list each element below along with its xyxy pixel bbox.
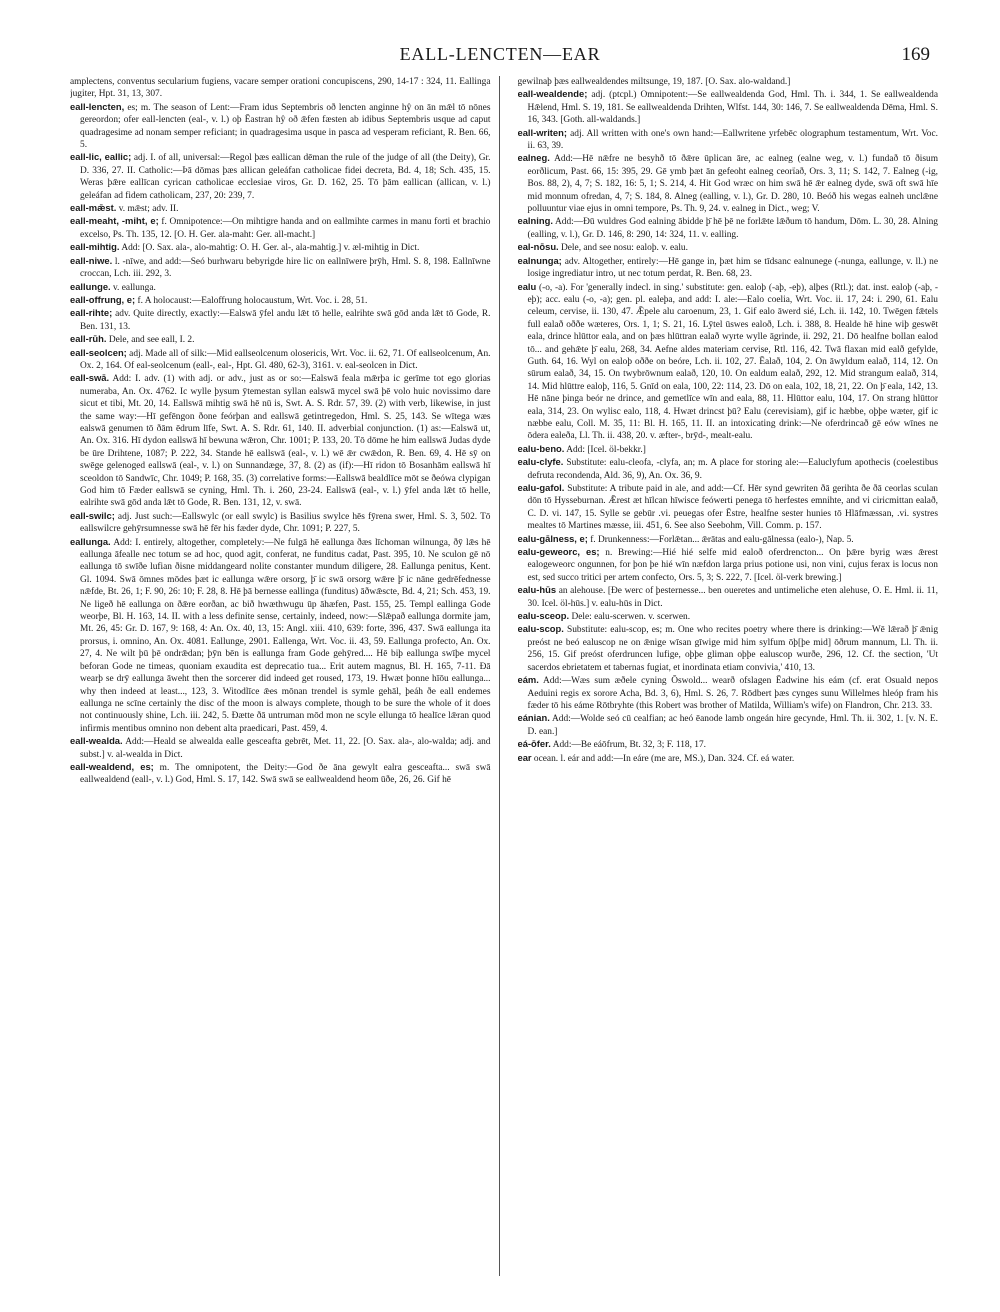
entry-headword: ealu-sceop. [517, 610, 570, 622]
entry-definition: n. Brewing:—Hié hié selfe mid ealoð oferdrencton... On þǣre byrig wæs ǣrest ealogeweorc ongunnen, for þon þe hié wīn næfdon larga prius potione usi, non vini, cujus ferax is locus non est, sed succo tritici per artem confecto, Ors. 5, 3; S. 222, 7. [Icel. öl-verk brewing.] [527, 548, 938, 583]
entry-definition: es; m. The season of Lent:—Fram idus Septembris oð lencten anginne hŷ on ān mǣl tō nōnes gereordon; ofer eall-lencten (eal-, v. l.) oþ Ēastran hŷ oð ǣfen fæsten ab idibus Septembris usque ad caput quadragesime ad nonam semper reficiant; in quadragesima usque in pasca ad vesperam reficiant, R. Ben. 66, 5. [80, 102, 491, 151]
running-head [70, 44, 930, 70]
entry-headword: ealu-gafol. [517, 482, 565, 493]
entry-headword: ealnunga; [517, 254, 562, 266]
entry-definition: m. The omnipotent, the Deity:—God ðe āna gewylt ealra gesceafta... swā swā eallwealdend (eall-, v. l.) God, Hml. S. 17, 142. Swā swā se eallwealdend heom ūðe, 26, 26. Gif hē [80, 762, 491, 786]
two-column-body [70, 76, 938, 1276]
dictionary-entry [70, 333, 491, 346]
dictionary-entry [518, 752, 939, 765]
entry-headword: ealu-gālness, e; [517, 532, 588, 544]
dictionary-entry [518, 456, 939, 482]
entry-definition: Add: [Icel. öl-bekkr.] [566, 444, 646, 455]
entry-headword: eall-lic, eallic; [70, 151, 132, 163]
entry-headword: eall-offrung, e; [70, 293, 136, 305]
entry-definition: Add: [O. Sax. ala-, alo-mahtig: O. H. Ger. al-, ala-mahtig.] v. æl-mihtig in Dict. [121, 243, 420, 254]
entry-definition: Dele, and see eall, I. 2. [108, 335, 195, 346]
entry-headword: eallunge. [70, 280, 111, 292]
entry-definition: Add: I. adv. (1) with adj. or adv., just as or so:—Ealswā feala mǣrþa ic gerīme tot ego glorias numeraba, An. Ox. 4762. Ic wylle þysum ȳtemestan syllan ealswā mycel swā þē volo huic novissimo dare sicut et tibi, Mt. 20, 14. Eallswā mihtig swā hē nū is, Swt. A. S. Rdr. 57, 39. (2) with verb, likewise, in just the same way:—Hī gefēngon ðone feórþan and eallswā getintregedon, Hml. S. 25, 143. Se wītega wæs ealswā genumen tō ðām ēdrum līfe, Swt. A. S. Rdr. 61, 140. II. adverbial conjunction. (1) as:—Ealswā ut, An. Ox. 316. Hī dydon eallswā hī bewuna wǣron, Chr. 1001; P. 133, 20. Tō dōme he him eallswā Judas dyde be ūre Drihtene, 1087; P. 222, 34. Stande hē eallswā (eal-, v. l.) wē ǣr cwǣdon, R. Ben. 69, 4. Hē sȳ on swēge gelenoged eallswā (eal-, v. l.) on Sunnandæge, 37, 8. (2) as (if):—Hī ridon tō Bosanhām eallswā hī sceoldon tō Sandwīc, Chr. 1049; P. 168, 35. (3) correlative forms:—Eallswā bealdlīce mōt se ðeówa clypigan God him tō Fæder eallswā se cyning, Hml. Th. i. 260, 23-24. Eallswā (eal-, v. l.) ȳfel anda lǣt tō helle, ealrihte swā gōd anda lǣt tō Gode, R. Ben. 131, 12, v. swā. [80, 374, 491, 509]
dictionary-entry [70, 215, 491, 241]
entry-definition: Dele: ealu-scerwen. v. scerwen. [571, 612, 691, 623]
dictionary-entry [518, 674, 939, 712]
dictionary-entry [518, 88, 939, 126]
dictionary-entry [518, 623, 939, 674]
dictionary-entry [518, 281, 939, 443]
entry-definition: Add: I. entirely, altogether, completely:—Ne fulgā hē eallunga ðæs līchoman wilnunga, ðȳ lǣs hē eallunga āfealle nec totum se ad hoc, quod agit, conferat, ne funditus cadat, Past. 395, 10. Ne sculon gē nō eallunga tō swīðe lufian ðisne middangeard nolite constanter mundum diligere, 28. Eallunga penitus, Kent. Gl. 1094. Swā ōmnes mōdes þæt ic eallunga wǣre orsorg, þ̄ ic swā orsorg wǣre þ̄ ic nāne gedrēfednesse nǣfde, Bt. 26, 1; F. 90, 26: 10; F. 28, 8. Hē þā bernesse eallinga (funditus) āðwǣscte, Bd. 4, 21; Sch. 453, 19. Ne ligeð hē eallunga on ðǣre eorðan, ac bið hwæthwugu ūp āhæfen, Past. 155, 25. Templ eallinga Gode weorþe, Bl. H. 163, 14. II. with a less definite sense, certainly, indeed, now:—Slǣpað eallunga dormite jam, Mt. 26, 45: Gr. D. 167, 9: 168, 4: An. Ox. 40, 13, 15: Angl. xiii. 410, 639: forte, 396, 437. Swā eallunga ita prorsus, i. omnino, An. Ox. 4081. Eallunge, 2901. Eallenga, Wrt. Voc. ii. 43, 59. Eallunga profecto, An. Ox. 27, 4. Ne wilt þū þē ondrǣdan; þȳn bēn is eallunga fram Gode gehȳred.... Hē biþ eallunga swīþe mycel beforan Gode ne timeas, quoniam exaudita est deprecatio tua... Erit autem magnus, Bl. H. 165, 7-11. Ðā wearþ se drȳ eallunga āweht then the sorcerer did indeed get roused, 173, 19. Hwæt þonne hīōu eallunga... why then indeed at least..., 123, 3. Witodlīce ǣes mōnan trendel is symle gehāl, þeáh ðe eall endemes eallunga ne scīne certainly the disc of the moon is always complete, though to be sure the whole of it does not continuously shine, Lch. iii. 242, 5. Ðætte ðā untruman mōd mon ne scyle ellunga tō healīce lǣran quod infirmis mentibus omnino non debent alta praedicari, Past. 459, 4. [80, 537, 491, 734]
dictionary-entry [70, 761, 491, 787]
running-title: EALL-LENCTEN—EAR [399, 44, 601, 64]
entry-definition: adv. Altogether, entirely:—Hē gange in, þæt him se tīdsanc ealnunege (-nunga, eallunge, v. ll.) ne losige ingrediatur intro, ut nec totum perdat, R. Ben. 68, 23. [527, 256, 938, 280]
entry-headword: ealu [517, 280, 537, 292]
dictionary-entry [518, 255, 939, 281]
dictionary-entry [70, 101, 491, 152]
entry-definition: v. mǣst; adv. II. [118, 204, 179, 215]
entry-definition: l. -nīwe, and add:—Seó burhwaru bebyrigde hire lic on eallnīwere þrȳh, Hml. S. 8, 198. Eallnīwne croccan, Lch. iii. 292, 3. [80, 256, 491, 280]
dictionary-entry [70, 307, 491, 333]
dictionary-entry [518, 443, 939, 456]
entry-headword: ealu-hūs [517, 584, 557, 596]
entry-headword: eall-mǣst. [70, 202, 117, 214]
entry-definition: v. eallunga. [112, 282, 156, 293]
entry-headword: eall-wealda. [70, 735, 123, 747]
dictionary-entry [70, 372, 491, 509]
entry-headword: eall-mihtig. [70, 241, 120, 253]
dictionary-entry [70, 255, 491, 281]
dictionary-entry [518, 610, 939, 623]
entry-headword: ealu-clyfe. [517, 456, 564, 468]
entry-definition: Add:—Wolde seó cū cealfian; ac heó ēanode lamb ongeán hire gecynde, Hml. Th. ii. 302, 1. [v. N. E. D. ean.] [527, 714, 938, 737]
entry-definition: an alehouse. [Ðe werc of þesternesse... ben oueretes and untimeliche eten alehuse, O. E. Hml. ii. 11, 30. Icel. öl-hūs.] v. ealu-hūs in Dict. [527, 586, 938, 609]
dictionary-entry [70, 76, 491, 101]
entry-definition: Add:—Be eáōfrum, Bt. 32, 3; F. 118, 17. [552, 740, 707, 751]
entry-definition: adj. (ptcpl.) Omnipotent:—Se eallwealdenda God, Hml. Th. i. 344, 1. Se eallwealdenda Hǣlend, Hml. S. 19, 181. Se eallwealdenda Drihten, Wlfst. 144, 30: 146, 7. Se eallwealdenda Dēma, Hml. S. 16, 343. [Goth. all-waldands.] [527, 90, 938, 126]
dictionary-entry [70, 241, 491, 254]
entry-definition: Dele, and see nosu: ealoþ. v. ealu. [561, 243, 688, 254]
dictionary-entry [518, 127, 939, 153]
dictionary-entry [518, 738, 939, 751]
right-column [518, 76, 939, 1276]
entry-definition: Add:—Ðū wuldres God ealning ābidde þ̄ hē þē ne forlǣte lǣðum tō handum, Dōm. L. 30, 28. Alning (ealling, v. l.), Gr. D. 146, 8: 290, 14: 324, 11. v. ealling. [527, 217, 938, 240]
entry-headword: eá-ōfer. [517, 738, 551, 750]
dictionary-entry [70, 294, 491, 307]
dictionary-entry [518, 215, 939, 241]
dictionary-entry [70, 735, 491, 761]
entry-definition: adj. I. of all, universal:—Regol þæs eallican dēman the rule of the judge of all (the Deity), Gr. D. 336, 27. II. Catholic:—Þā dōmas þæs allican geleáfan catholicae fidei decreta, Bd. 4, 18; Sch. 435, 15. Weras þǣre eallīcan cyrican catholicae ecclesiae viros, Gr. D. 162, 25. Tō þām eallican (allican, v. l.) geleáfan ad fidem catholicam, 237, 20: 239, 7. [80, 153, 491, 201]
left-column [70, 76, 500, 1276]
entry-headword: ealneg. [517, 152, 550, 164]
entry-definition: amplectens, conventus secularium fugiens, vacare semper orationi concupiscens, 290, 14-17 : 324, 11. Eallinga jugiter, Hpt. 31, 13, 307. [70, 77, 491, 100]
dictionary-entry [70, 347, 491, 373]
entry-definition: Substitute: A tribute paid in ale, and add:—Cf. Hēr synd gewriten ðā gerihta ðe ðā ceorlas sculan dōn tō Hysseburnan. Ǣrest æt hīlcan hīwisce feówerti penega tō herfestes emnihte, and vi ciricmittan ealað, C. D. vi. 147, 15. Sylle se gebūr .vi. peuegas ofer Ēstre, healfne sester hunies tō Hlāfmæssan, .vi. systres mealtes tō Martines mæsse, iii. 451, 6. See also Seebohm, Vill. Comm. p. 157. [527, 484, 938, 532]
entry-headword: eall-swā. [70, 372, 110, 384]
entry-definition: f. Omnipotence:—On mihtigre handa and on eallmihte carmes in manu forti et brachio excelso, Ps. Th. 135, 12. [O. H. Ger. ala-maht: Ger. all-macht.] [80, 217, 491, 240]
dictionary-entry [70, 536, 491, 736]
entry-definition: adj. Just such:—Eallswylc (or eall swylc) is Basilius swylce hēs fȳrena swer, Hml. S. 3, 502. Tō eallswilcre gehȳrsumnesse swā hē fēr his fæder dyde, Chr. 1091; P. 227, 5. [80, 511, 491, 535]
page-number: 169 [901, 44, 930, 65]
entry-headword: eall-swilc; [70, 509, 115, 521]
dictionary-entry [518, 533, 939, 546]
entry-headword: eall-niwe. [70, 254, 113, 266]
entry-headword: eall-wealdende; [517, 88, 588, 100]
entry-definition: adj. All written with one's own hand:—Eallwritene yrfebēc olographum testamentum, Wrt. Voc. ii. 63, 39. [527, 128, 938, 152]
entry-headword: eallunga. [70, 535, 111, 547]
entry-headword: eall-seolcen; [70, 346, 127, 358]
entry-definition: f. A holocaust:—Ealoffrung holocaustum, Wrt. Voc. i. 28, 51. [137, 295, 368, 306]
entry-definition: f. Drunkenness:—Forlǣtan... ǣrātas and ealu-gālnessa (ealo-), Nap. 5. [590, 534, 854, 545]
entry-headword: eánian. [517, 712, 550, 724]
entry-definition: adv. Quite directly, exactly:—Ealswā ȳfel andu lǣt tō helle, ealrihte swā gōd anda lǣt tō Gode, R. Ben. 131, 13. [80, 309, 491, 332]
entry-headword: eall-meaht, -miht, e; [70, 215, 159, 227]
entry-headword: ealu-geweorc, es; [517, 546, 600, 558]
entry-definition: Substitute: ealu-scop, es; m. One who recites poetry where there is drinking:—Wē lǣrað þ̄ ǣnig preóst ne beó ealuscop ne on ǣnige wīsan gīwige mid him sylfum ōþ[þe mid] ōðrum mannum, Ll. Th. ii. 256, 15. Gif preóst oferdruncen lufige, oþþe gliman oþþe ealuscop wurðe, 296, 12. Cf. the section, 'Ut sacerdos ebrietatem et tabernas fugiat, et inordinata etiam convivia,' 410, 13. [527, 625, 938, 673]
entry-headword: eal-nōsu. [517, 241, 559, 253]
dictionary-entry [518, 712, 939, 738]
dictionary-entry [518, 76, 939, 88]
dictionary-entry [70, 202, 491, 215]
dictionary-entry [518, 152, 939, 215]
dictionary-entry [70, 151, 491, 202]
entry-headword: ealu-beno. [517, 442, 565, 454]
entry-definition: Add:—Heald se alwealda ealle gesceafta gebrēt, Met. 11, 22. [O. Sax. ala-, alo-walda; adj. and subst.] v. al-wealda in Dict. [80, 737, 491, 760]
dictionary-entry [518, 546, 939, 584]
entry-headword: ealning. [517, 215, 553, 227]
entry-headword: ealu-scop. [517, 623, 564, 635]
entry-headword: eall-wealdend, es; [70, 760, 154, 772]
entry-headword: eall-lencten, [70, 100, 125, 112]
entry-headword: eall-rūh. [70, 333, 107, 345]
entry-definition: Add:—Wæs sum æðele cyning Ōswold... wearð ofslagen Ēadwine his eám (cf. erat Osuald nepos Aeduini regis ex sorore Acha, Bd. 3, 6), Hml. S. 26, 7. Rōdbert þæs cynges sunu Willelmes hleóp fram his fæder tō his eáme Rōtbryhte (this Robert was brother of Matilda, William's wife) on Flandron, Chr. 213. 33. [527, 676, 938, 711]
entry-definition: ocean. l. eár and add:—In eáre (me are, MS.), Dan. 324. Cf. eá water. [533, 753, 795, 764]
dictionary-entry [518, 241, 939, 254]
entry-definition: Add:—Hē nǣfre ne besyhð tō ðǣre ūplican āre, ac ealneg (ealne weg, v. l.) fundað tō ðisum eorðlicum, Past. 66, 15: 395, 29. Gē ymb þæt ān gefeoht ealneg ceorïað, Ors. 3, 11; S. 142, 7. Ealneg (-ig, Bos. 88, 2), 4, 7; S. 182, 16: 5, 1; S. 214, 4. Hit God wræc on him swā hē ǣr ealneg dyde, swā oft swā hīe mid monnum ofredan, 4, 7; S. 184, 8. Alneg (ealling, v. l.), Gr. D. 280, 10. Beóð his wegas ealneh unclǣne polluuntur viae ejus in omni tempore, Ps. Th. 9, 24. v. ealneg in Dict., weg; V. [527, 154, 938, 215]
entry-headword: eall-rihte; [70, 307, 113, 319]
entry-definition: adj. Made all of silk:—Mid eallseolcenum olosericis, Wrt. Voc. ii. 62, 71. Of eallseolcenum, An. Ox. 2, 164. Of eal-seolcenum (eall-, eal-, Hpt. Gl. 480, 62-3), 3161. v. eal-seolcen in Dict. [80, 348, 491, 371]
entry-definition: Substitute: ealu-cleofa, -clyfa, an; m. A place for storing ale:—Ealuclyfum apothecis (coelestibus defruta recondenda, Ald. 36, 9), An. Ox. 36, 9. [527, 458, 938, 481]
dictionary-entry [518, 482, 939, 533]
entry-headword: eám. [517, 674, 539, 686]
dictionary-entry [70, 281, 491, 294]
entry-definition: gewilnaþ þæs eallwealdendes miltsunge, 19, 187. [O. Sax. alo-waldand.] [517, 77, 791, 87]
entry-headword: eall-writen; [517, 126, 567, 138]
entry-definition: (-o, -a). For 'generally indecl. in sing.' substitute: gen. ealoþ (-aþ, -eþ), alþes (Rtl.); dat. inst. ealoþ (-aþ, -eþ); acc. ealu (-o, -a); gen. pl. ealeþa, and add: I. ale:—Ealo coelia, Wrt. Voc. ii. 17, 24: i. 290, 61. Ealu celeum, cervise, ii. 130, 47. Ǣpele alu caroenum, 23, 1. Gif ealo āwerd sié, Lch. ii. 142, 10. Twēgen fǣtels full ealað oððe wæteres, Ors. 1, 1; S. 21, 16. Lȳtel ūswes ealoð, Lch. i. 388, 8. Healde hē hine wiþ geswēt eala, drince hlūttor eala, and on þæs hlūttran ealað wyrte wylle āgrinde, ii. 292, 21. Dō healfne bollan ealod tō... and gehǣte þ̄ ealu, 268, 34. Aefne aldes materiam cervise, Rtl. 116, 42. Twā flaxan mid ealð gefylde, Guth. 64, 16. Wyl on ealoþ oððe on beóre, Lch. ii. 102, 27. Ēalað, 104, 2. On āwyldum ealað, 114, 12. On sūrum ealað, 34, 15. On twybrōwnum ealað, 120, 10. On ealdum ealað, 292, 12. Mid strangum ealað, 314, 14. Mid hlūttre ealoþ, 116, 5. Gnīd on eala, 100, 22: 114, 23. Dō on eala, 102, 18, 21, 22. On þ̄ eala, 142, 13. Hē nāne þinga beór ne drince, and gemetlīce wīn and eala, 88, 11. Hlūttor ealu, 104, 17. On strang hlūttor eala, 314, 23. On wylisc ealo, 118, 4. Hwæt drincst þū? Ealu (cerevisiam), gif ic hæbbe, oþþe wæter, gif ic næbbe ealu, Coll. M. 35, 11: Bl. H. 165, 11. II. an intoxicating drink:—Ne oferdrincað gē eów wīnes ne ōdera ealeða, Ll. Th. ii. 438, 20. v. æfter-, brȳd-, mealt-ealu. [527, 282, 938, 442]
entry-headword: ear [517, 751, 532, 763]
dictionary-entry [518, 584, 939, 610]
dictionary-entry [70, 510, 491, 536]
